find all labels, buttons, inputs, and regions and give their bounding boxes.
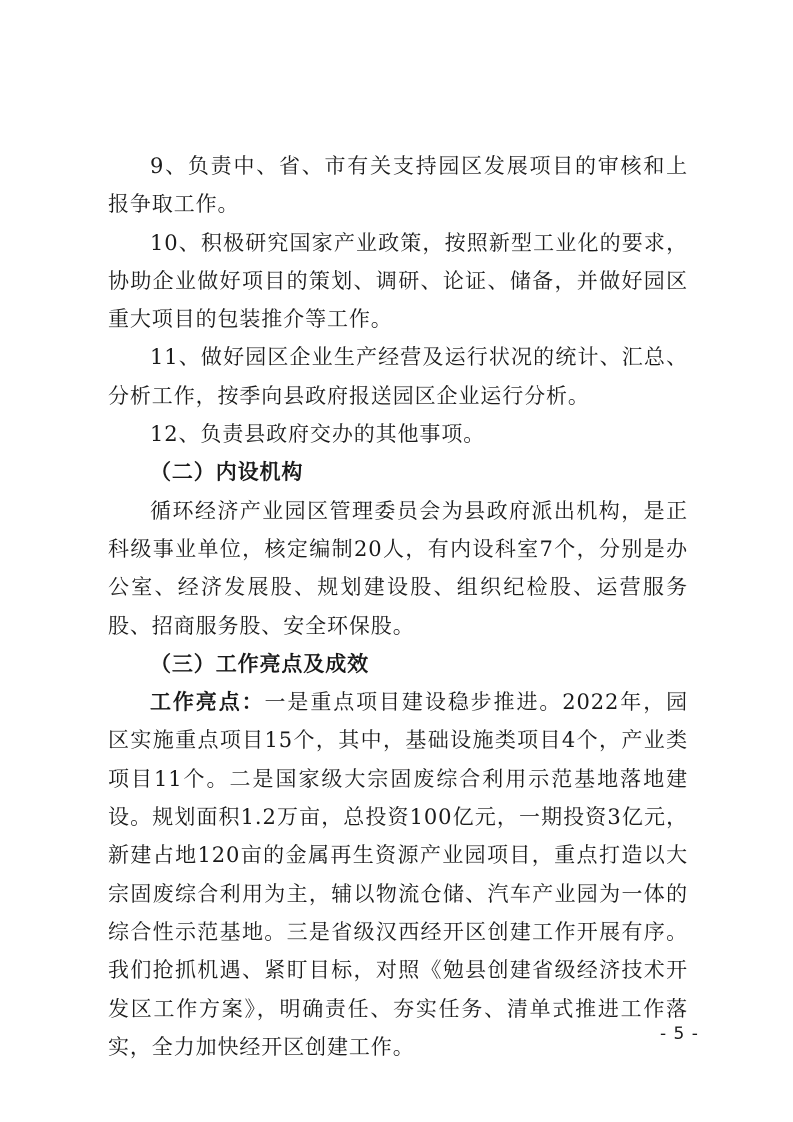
highlights-text: 一是重点项目建设稳步推进。2022年，园区实施重点项目15个，其中，基础设施类项目4个，产业类项目11个。二是国家级大宗固废综合利用示范基地落地建设。规划面积1.2万亩，总投资100亿元，一期投资3亿元，新建占地120亩的金属再生资源产业园项目，重点打造以大宗固废综合利用为主，辅以物流仓储、汽车产业园为一体的综合性示范基地。三是省级汉西经开区创建工作开展有序。我们抢抓机遇、紧盯目标，对照《勉县创建省级经济技术开发区工作方案》，明确责任、夯实任务、清单式推进工作落实，全力加快经开区创建工作。 (108, 690, 688, 1059)
paragraph-item-11: 11、做好园区企业生产经营及运行状况的统计、汇总、分析工作，按季向县政府报送园区企业运行分析。 (108, 345, 688, 408)
paragraph-item-12: 12、负责县政府交办的其他事项。 (150, 422, 486, 447)
document-body (108, 147, 688, 1066)
section-heading-internal-structure: （二）内设机构 (150, 459, 304, 485)
paragraph-item-9: 9、负责中、省、市有关支持园区发展项目的审核和上报争取工作。 (108, 154, 688, 217)
highlights-lead-label: 工作亮点： (150, 689, 265, 715)
paragraph-item-10: 10、积极研究国家产业政策，按照新型工业化的要求，协助企业做好项目的策划、调研、论证、储备，并做好园区重大项目的包装推介等工作。 (108, 230, 688, 332)
page-number: - 5 - (660, 1024, 699, 1044)
paragraph-internal-structure: 循环经济产业园区管理委员会为县政府派出机构，是正科级事业单位，核定编制20人，有内设科室7个，分别是办公室、经济发展股、规划建设股、组织纪检股、运营服务股、招商服务股、安全环保股。 (108, 498, 688, 638)
section-heading-highlights: （三）工作亮点及成效 (150, 650, 369, 676)
paragraph-highlights (108, 683, 688, 1066)
